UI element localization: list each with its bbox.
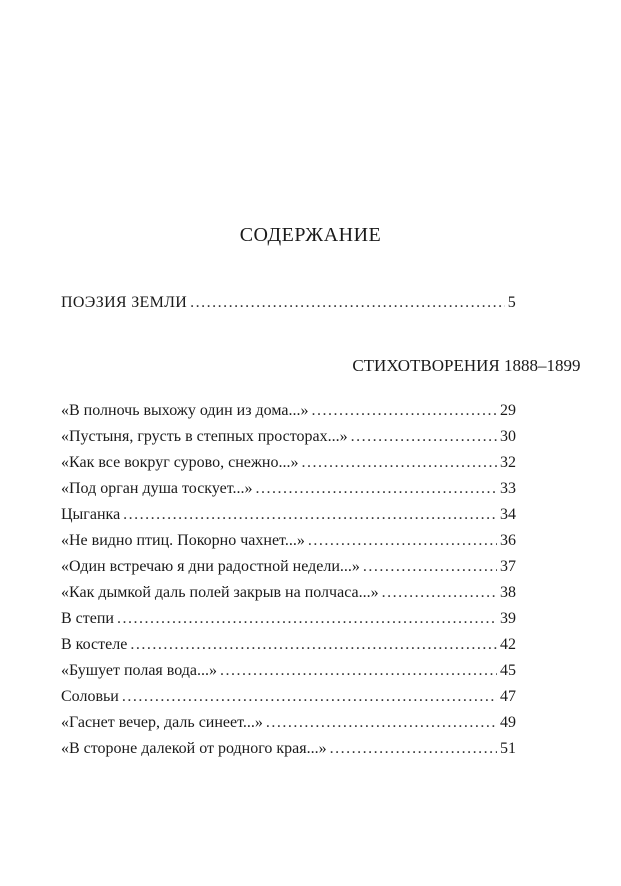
toc-entry-title: «Бушует полая вода...»	[61, 662, 218, 679]
toc-entry-page: 49	[500, 714, 516, 731]
toc-entry-page: 37	[500, 558, 516, 575]
toc-entry-title: «Как все вокруг сурово, снежно...»	[61, 454, 299, 471]
toc-entry[interactable]	[61, 661, 516, 681]
toc-entry-title: «В полночь выхожу один из дома...»	[61, 402, 309, 419]
page-title: СОДЕРЖАНИЕ	[239, 224, 382, 246]
dot-leader	[330, 739, 497, 759]
toc-entry-title: Цыганка	[61, 506, 121, 523]
dot-leader	[123, 505, 497, 525]
toc-entry-page: 51	[500, 740, 516, 757]
section-heading-text: СТИХОТВОРЕНИЯ 1888–1899	[352, 356, 581, 375]
toc-entry-title: В степи	[61, 610, 114, 627]
toc-entry[interactable]	[61, 453, 516, 473]
toc-entry-title: «Не видно птиц. Покорно чахнет...»	[61, 532, 305, 549]
dot-leader	[117, 609, 497, 629]
dot-leader	[130, 635, 497, 655]
toc-entry-page: 5	[507, 294, 516, 311]
toc-entry-page: 32	[500, 454, 516, 471]
dot-leader	[312, 401, 498, 421]
toc-entry-title: ПОЭЗИЯ ЗЕМЛИ	[61, 294, 188, 311]
toc-entry-title: «В стороне далекой от родного края...»	[61, 740, 327, 757]
dot-leader	[363, 557, 497, 577]
toc-entry-page: 47	[500, 688, 516, 705]
toc-entry-page: 29	[500, 402, 516, 419]
dot-leader	[190, 293, 505, 313]
dot-leader	[382, 583, 497, 603]
section-heading	[0, 356, 581, 376]
dot-leader	[220, 661, 497, 681]
toc-entry[interactable]	[61, 531, 516, 551]
toc-entry[interactable]	[61, 401, 516, 421]
toc-entry[interactable]	[61, 505, 516, 525]
toc-entry[interactable]	[61, 479, 516, 499]
toc-entry-page: 36	[500, 532, 516, 549]
dot-leader	[308, 531, 497, 551]
toc-entry-title: «Один встречаю я дни радостной недели...»	[61, 558, 360, 575]
toc-entry[interactable]	[61, 557, 516, 577]
toc-entry-page: 42	[500, 636, 516, 653]
toc-entry-page: 38	[500, 584, 516, 601]
dot-leader	[351, 427, 497, 447]
toc-entry-page: 39	[500, 610, 516, 627]
dot-leader	[266, 713, 497, 733]
toc-entry-title: «Пустыня, грусть в степных просторах...»	[61, 428, 348, 445]
toc-entry[interactable]	[61, 739, 516, 759]
dot-leader	[122, 687, 497, 707]
toc-entry-page: 33	[500, 480, 516, 497]
toc-entry[interactable]	[61, 583, 516, 603]
toc-entry-page: 30	[500, 428, 516, 445]
toc-entry-page: 34	[500, 506, 516, 523]
toc-entry[interactable]	[61, 635, 516, 655]
dot-leader	[301, 453, 497, 473]
toc-entry-title: «Под орган душа тоскует...»	[61, 480, 253, 497]
toc-entry-title: «Как дымкой даль полей закрыв на полчаса...»	[61, 584, 379, 601]
toc-entry-preface[interactable]	[61, 293, 516, 313]
toc-entry-title: «Гаснет вечер, даль синеет...»	[61, 714, 263, 731]
dot-leader	[256, 479, 497, 499]
toc-entry-title: Соловьи	[61, 688, 119, 705]
toc-entry[interactable]	[61, 687, 516, 707]
toc-entry[interactable]	[61, 609, 516, 629]
toc-entry-page: 45	[500, 662, 516, 679]
toc-entry[interactable]	[61, 713, 516, 733]
toc-entry[interactable]	[61, 427, 516, 447]
toc-entry-title: В костеле	[61, 636, 128, 653]
